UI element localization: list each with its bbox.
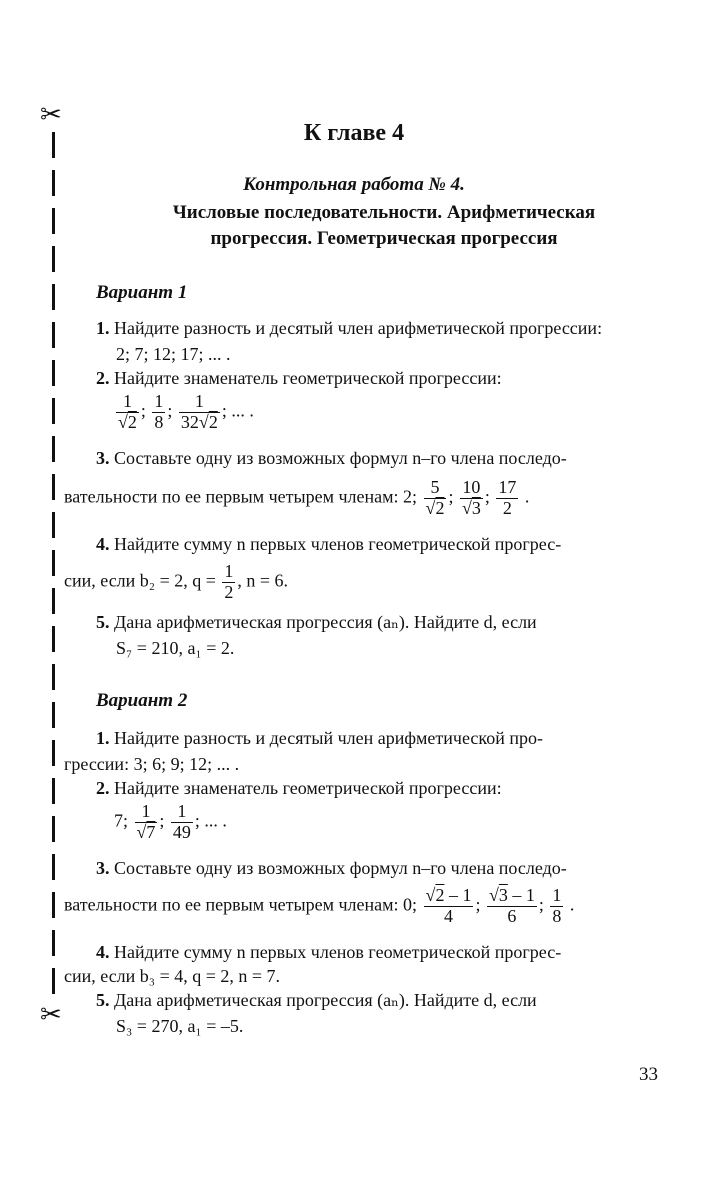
v2-task-3-text: Составьте одну из возможных формул n–го члена последо- (114, 858, 567, 878)
v1-task-5 (96, 612, 537, 633)
v2-task-2-text: Найдите знаменатель геометрической прогрессии: (114, 778, 502, 798)
v2-task-4-number: 4. (96, 942, 110, 962)
v2-task-1-text-2: грессии: 3; 6; 9; 12; ... . (64, 754, 240, 774)
v1-task-3-text: Составьте одну из возможных формул n–го члена последо- (114, 448, 567, 468)
v1-task-4-text: Найдите сумму n первых членов геометрической прогрес- (114, 534, 562, 554)
v2-task-5-number: 5. (96, 990, 110, 1010)
test-title: Контрольная работа № 4. (243, 174, 465, 195)
v2-task-4-text-2: сии, если b₃ = 4, q = 2, n = 7. (64, 966, 281, 986)
v2-task-1-text: Найдите разность и десятый член арифметической про- (114, 728, 543, 748)
variant-1-title: Вариант 1 (96, 282, 188, 303)
v2-task-5-text-2: S₃ = 270, a₁ = –5. (116, 1016, 244, 1036)
v2-task-2-formula: 7; $\frac{1}{√7}$ ; $\frac{1}{49}$ ; ... . (114, 801, 227, 842)
v1-task-4-text-3: , n = 6. (237, 570, 289, 591)
v1-task-2-formula: $\frac{1}{√2}$ ; $\frac{1}{8}$ ; $\frac{1}{32√2}$ ; ... . (118, 391, 254, 432)
v1-task-4-text-2: сии, если b₂ = 2, q = (64, 570, 216, 591)
v1-task-2-text: Найдите знаменатель геометрической прогрессии: (114, 368, 502, 388)
v2-task-2-number: 2. (96, 778, 110, 798)
chapter-heading: К главе 4 (303, 120, 405, 146)
v1-task-1-text: Найдите разность и десятый член арифметической прогрессии: (114, 318, 603, 338)
v2-task-5 (96, 990, 537, 1011)
v1-task-5-number: 5. (96, 612, 110, 632)
v1-task-3 (96, 448, 567, 469)
variant-2-title: Вариант 2 (96, 690, 188, 711)
v1-task-4 (96, 534, 561, 555)
v2-task-3-number: 3. (96, 858, 110, 878)
scissors-top-icon: ✂ (40, 100, 62, 130)
scissors-bottom-icon: ✂ (40, 1000, 62, 1030)
v1-task-3-text-2: вательности по ее первым четырем членам: 2; (64, 486, 418, 507)
v1-task-1-sequence: 2; 7; 12; 17; ... . (116, 344, 231, 364)
subtitle-line-2: прогрессия. Геометрическая прогрессия (210, 228, 558, 249)
v2-task-2 (96, 778, 502, 799)
v1-task-3-number: 3. (96, 448, 110, 468)
v1-task-3-line-2: вательности по ее первым четырем членам: 2; $\frac{5}{√2}$ ; $\frac{10}{√3}$ ; $\frac{17}{2}$ . (64, 477, 530, 518)
v1-task-1 (96, 318, 602, 339)
v1-task-5-text: Дана арифметическая прогрессия (aₙ). Найдите d, если (114, 612, 537, 632)
v2-task-3 (96, 858, 567, 879)
v1-task-4-number: 4. (96, 534, 110, 554)
v2-task-3-line-2: вательности по ее первым четырем членам: 0; $\frac{√2 - 1}{4}$ ; $\frac{√3 - 1}{6}$ ; $\frac{1}{8}$ . (64, 885, 575, 926)
v1-task-2-number: 2. (96, 368, 110, 388)
v1-task-1-number: 1. (96, 318, 110, 338)
v2-task-4 (96, 942, 561, 963)
v2-task-1 (96, 728, 543, 749)
subtitle-line-1: Числовые последовательности. Арифметическая (172, 202, 596, 223)
v2-task-5-text: Дана арифметическая прогрессия (aₙ). Найдите d, если (114, 990, 537, 1010)
v2-task-1-number: 1. (96, 728, 110, 748)
v1-task-4-line-2: сии, если b₂ = 2, q = $\frac{1}{2}$ , n = 6. (64, 561, 289, 602)
v1-task-2 (96, 368, 502, 389)
v2-task-4-text: Найдите сумму n первых членов геометрической прогрес- (114, 942, 562, 962)
page-number: 33 (639, 1064, 658, 1085)
v2-task-3-text-2: вательности по ее первым четырем членам: 0; (64, 894, 418, 915)
v1-task-5-text-2: S₇ = 210, a₁ = 2. (116, 638, 235, 658)
